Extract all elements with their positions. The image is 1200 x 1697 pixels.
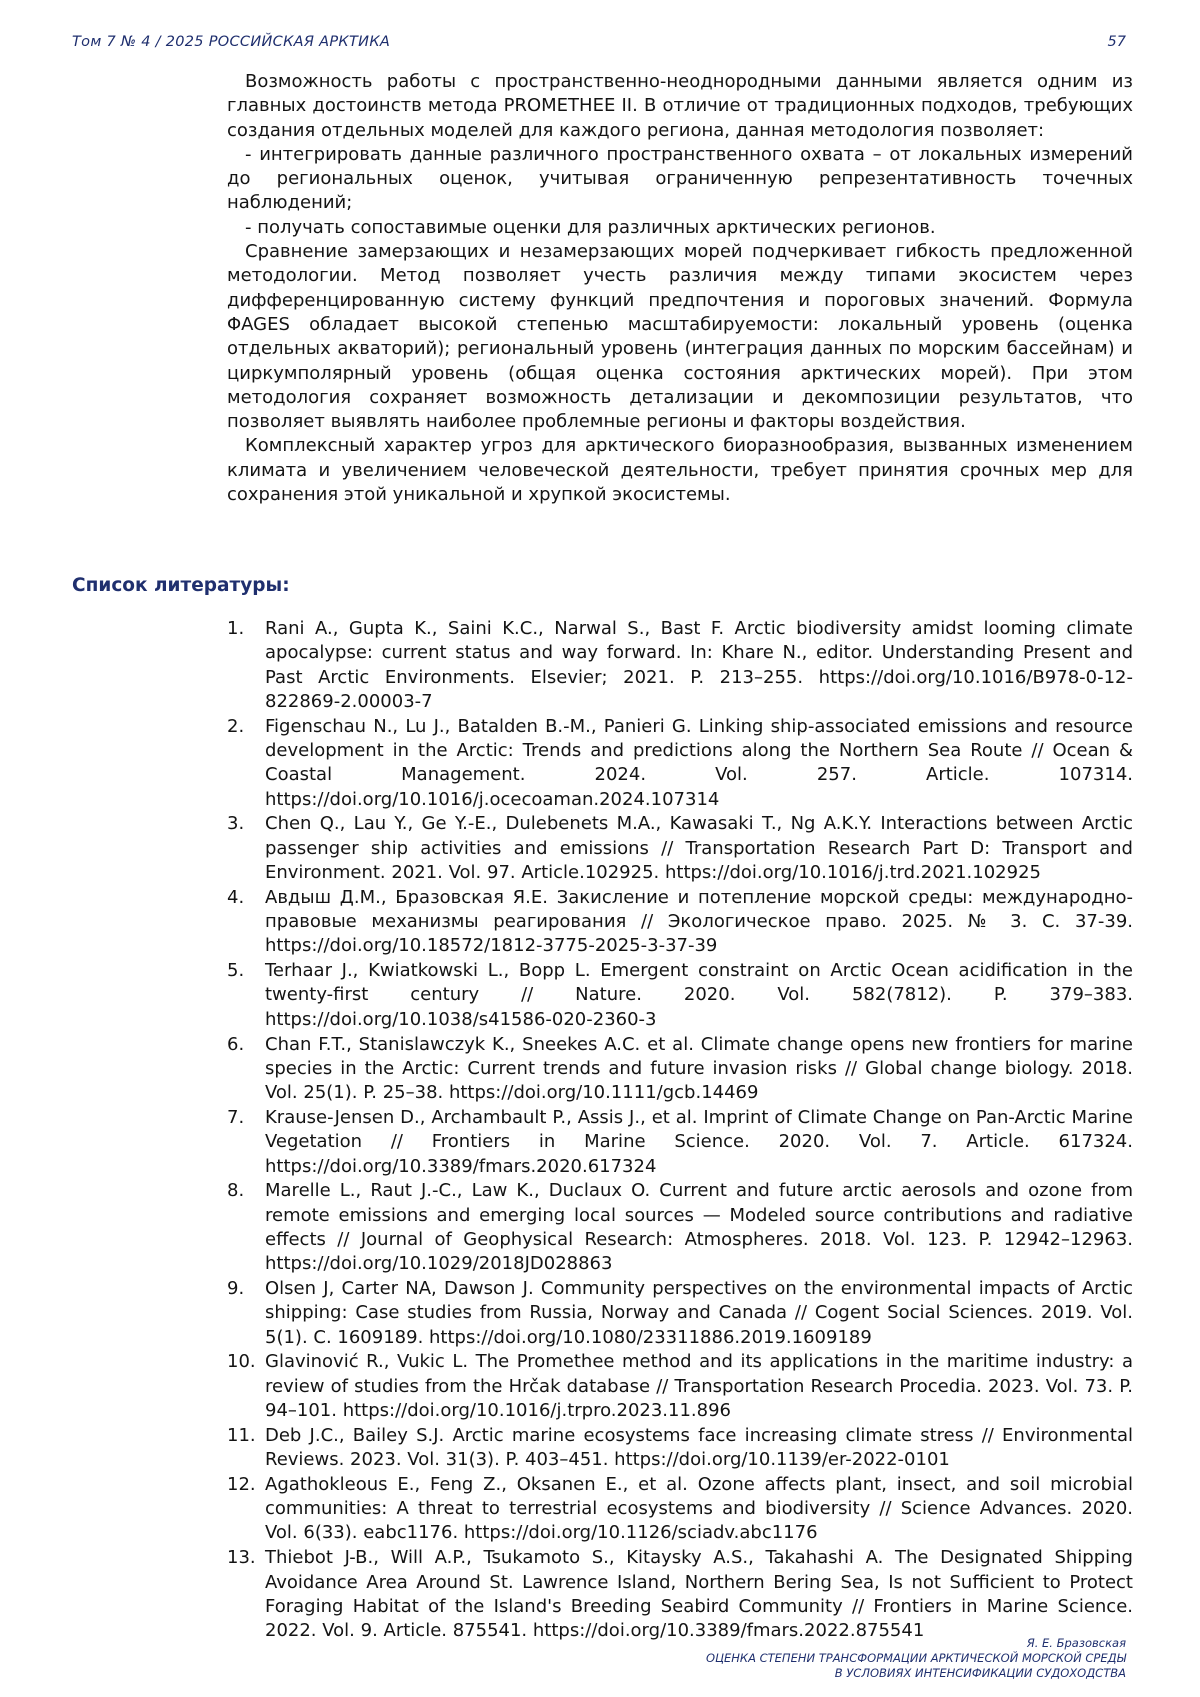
reference-number: 7. <box>227 1106 245 1128</box>
reference-item <box>227 617 1133 714</box>
reference-text: Figenschau N., Lu J., Batalden B.-M., Panieri G. Linking ship-associated emissions and resource development in the Arctic: Trends and predictions along the Northern Sea Route // Ocean & Coastal Management. 2024. Vol. 257. Article. 107314. https://doi.org/10.1016/j.ocecoaman.2024.107314 <box>265 715 1133 810</box>
reference-item <box>227 959 1133 1032</box>
reference-item <box>227 715 1133 812</box>
reference-text: Olsen J, Carter NA, Dawson J. Community perspectives on the environmental impacts of Arctic shipping: Case studies from Russia, Norway and Canada // Cogent Social Sciences. 2019. Vol. 5(1). С. 1609189. https://doi.org/10.1080/23311886.2019.1609189 <box>265 1278 1133 1348</box>
footer-title-line: В УСЛОВИЯХ ИНТЕНСИФИКАЦИИ СУДОХОДСТВА <box>834 1666 1126 1680</box>
paragraph: Сравнение замерзающих и незамерзающих морей подчеркивает гибкость предложенной методологии. Метод позволяет учесть различия между типами экосистем через дифференцированную систему функций предпочтения и пороговых значений. Формула ΦAGES обладает высокой степенью масштабируемости: локальный уровень (оценка отдельных акваторий); региональный уровень (интеграция данных по морским бассейнам) и циркумполярный уровень (общая оценка состояния арктических морей). При этом методология сохраняет возможность детализации и декомпозиции результатов, что позволяет выявлять наиболее проблемные регионы и факторы воздействия. <box>227 241 1133 433</box>
running-footer <box>706 1636 1126 1681</box>
reference-number: 12. <box>227 1473 256 1495</box>
reference-item <box>227 1473 1133 1546</box>
reference-text: Авдыш Д.М., Бразовская Я.Е. Закисление и потепление морской среды: международно-правовые механизмы реагирования // Экологическое право. 2025. № 3. С. 37-39. https://doi.org/10.18572/1812-3775-2025-3-37-39 <box>265 886 1133 957</box>
reference-number: 11. <box>227 1424 256 1446</box>
reference-text: Deb J.C., Bailey S.J. Arctic marine ecosystems face increasing climate stress // Environmental Reviews. 2023. Vol. 31(3). P. 403–451. https://doi.org/10.1139/er-2022-0101 <box>265 1424 1133 1471</box>
footer-title-line: ОЦЕНКА СТЕПЕНИ ТРАНСФОРМАЦИИ АРКТИЧЕСКОЙ МОРСКОЙ СРЕДЫ <box>706 1651 1126 1665</box>
reference-text: Agathokleous E., Feng Z., Oksanen E., et al. Ozone affects plant, insect, and soil microbial communities: A threat to terrestrial ecosystems and biodiversity // Science Advances. 2020. Vol. 6(33). eabc1176. https://doi.org/10.1126/sciadv.abc1176 <box>265 1473 1133 1544</box>
reference-text: Rani A., Gupta K., Saini K.C., Narwal S., Bast F. Arctic biodiversity amidst looming climate apocalypse: current status and way forward. In: Khare N., editor. Understanding Present and Past Arctic Environments. Elsevier; 2021. P. 213–255. https://doi.org/10.1016/B978-0-12-822869-2.00003-7 <box>265 618 1133 712</box>
references-heading: Список литературы: <box>72 575 290 596</box>
footer-author: Я. Е. Бразовская <box>1026 1636 1126 1650</box>
reference-item <box>227 812 1133 885</box>
reference-number: 8. <box>227 1180 245 1202</box>
reference-item <box>227 1277 1133 1350</box>
reference-item <box>227 886 1133 959</box>
paragraph: Возможность работы с пространственно-неоднородными данными является одним из главных достоинств метода PROMETHEE II. В отличие от традиционных подходов, требующих создания отдельных моделей для каждого региона, данная методология позволяет: <box>227 71 1133 141</box>
reference-number: 5. <box>227 960 245 982</box>
reference-item <box>227 1179 1133 1276</box>
reference-number: 13. <box>227 1547 256 1569</box>
body-text <box>227 70 1133 507</box>
reference-text: Thiebot J-B., Will A.P., Tsukamoto S., Kitaysky A.S., Takahashi A. The Designated Shipping Avoidance Area Around St. Lawrence Island, Northern Bering Sea, Is not Sufficient to Protect Foraging Habitat of the Island's Breeding Seabird Community // Frontiers in Marine Science. 2022. Vol. 9. Article. 875541. https://doi.org/10.3389/fmars.2022.875541 <box>265 1547 1133 1642</box>
reference-number: 10. <box>227 1351 256 1373</box>
reference-text: Chan F.T., Stanislawczyk K., Sneekes A.C. et al. Climate change opens new frontiers for marine species in the Arctic: Current trends and future invasion risks // Global change biology. 2018. Vol. 25(1). P. 25–38. https://doi.org/10.1111/gcb.14469 <box>265 1033 1133 1104</box>
reference-text: Marelle L., Raut J.-C., Law K., Duclaux O. Current and future arctic aerosols and ozone from remote emissions and emerging local sources — Modeled source contributions and radiative effects // Journal of Geophysical Research: Atmospheres. 2018. Vol. 123. P. 12942–12963. https://doi.org/10.1029/2018JD028863 <box>265 1180 1133 1275</box>
reference-item <box>227 1033 1133 1106</box>
reference-text: Chen Q., Lau Y., Ge Y.-E., Dulebenets M.A., Kawasaki T., Ng A.K.Y. Interactions between Arctic passenger ship activities and emissions // Transportation Research Part D: Transport and Environment. 2021. Vol. 97. Article.102925. https://doi.org/10.1016/j.trd.2021.102925 <box>265 813 1133 883</box>
journal-running-header: Том 7 № 4 / 2025 РОССИЙСКАЯ АРКТИКА <box>72 34 391 50</box>
reference-text: Krause-Jensen D., Archambault P., Assis J., et al. Imprint of Climate Change on Pan-Arctic Marine Vegetation // Frontiers in Marine Science. 2020. Vol. 7. Article. 617324. https://doi.org/10.3389/fmars.2020.617324 <box>265 1106 1133 1177</box>
reference-item <box>227 1424 1133 1473</box>
reference-number: 4. <box>227 886 245 908</box>
reference-number: 1. <box>227 618 245 639</box>
reference-number: 3. <box>227 813 245 835</box>
reference-item <box>227 1106 1133 1179</box>
paragraph: - получать сопоставимые оценки для различных арктических регионов. <box>245 216 936 238</box>
paragraph: - интегрировать данные различного пространственного охвата – от локальных измерений до региональных оценок, учитывая ограниченную репрезентативность точечных наблюдений; <box>227 143 1133 214</box>
page-number: 57 <box>1107 34 1126 50</box>
reference-number: 9. <box>227 1278 245 1300</box>
reference-item <box>227 1350 1133 1423</box>
reference-item <box>227 1546 1133 1643</box>
reference-text: Glavinović R., Vukic L. The Promethee method and its applications in the maritime industry: a review of studies from the Hrčak database // Transportation Research Procedia. 2023. Vol. 73. P. 94–101. https://doi.org/10.1016/j.trpro.2023.11.896 <box>265 1351 1133 1421</box>
reference-number: 2. <box>227 715 245 737</box>
paragraph: Комплексный характер угроз для арктического биоразнообразия, вызванных изменением климата и увеличением человеческой деятельности, требует принятия срочных мер для сохранения этой уникальной и хрупкой экосистемы. <box>227 435 1133 506</box>
reference-list <box>227 617 1133 1644</box>
reference-text: Terhaar J., Kwiatkowski L., Bopp L. Emergent constraint on Arctic Ocean acidification in the twenty-first century // Nature. 2020. Vol. 582(7812). P. 379–383. https://doi.org/10.1038/s41586-020-2360-3 <box>265 960 1133 1030</box>
reference-number: 6. <box>227 1033 245 1055</box>
